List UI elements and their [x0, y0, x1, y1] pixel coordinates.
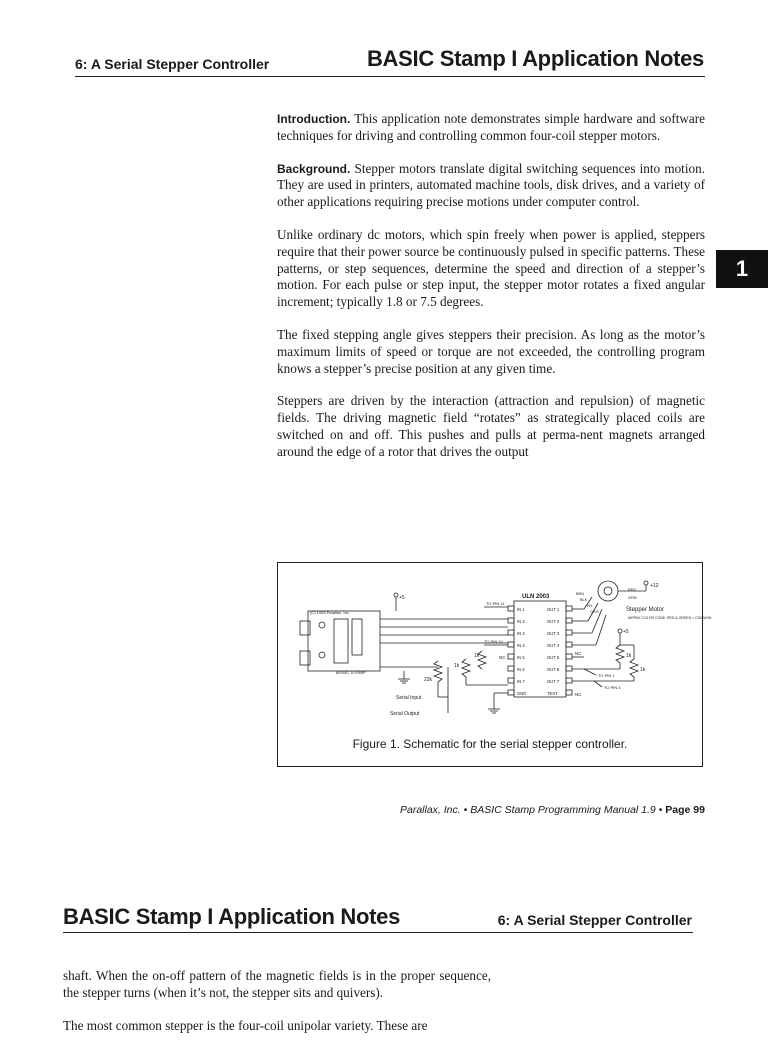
- serial-input-label: Serial Input: [396, 695, 422, 701]
- pin-label: IN 6: [517, 667, 525, 672]
- wire-color-label: BRN: [576, 592, 585, 596]
- wire: [594, 681, 602, 687]
- pin-label: IN 1: [517, 607, 525, 612]
- supply-terminal: [644, 581, 648, 585]
- stepper-rotor: [604, 587, 612, 595]
- chip-in-pins: [508, 606, 514, 695]
- wire-color-label: GRN: [628, 596, 637, 600]
- background-text: Stepper motors translate digital switching sequences into motion. They are used in printers, automated machine tools, disk drives, and a variety of other applications requiring precise motions under computer control.: [277, 160, 705, 210]
- pin-label: IN 7: [517, 679, 525, 684]
- stamp-component: [319, 622, 325, 628]
- stamp-connector: [300, 651, 310, 665]
- stamp-chip: [334, 619, 348, 663]
- stamp-label: BASIC STAMP: [336, 670, 366, 675]
- paragraph: Steppers are driven by the interaction (attraction and repulsion) of magnetic fields. The driving magnetic field “rotates” as strategically placed coils are switched on and off. This pushes and pulls at perma-nent magnets arranged around the edge of a rotor that drives the output: [277, 393, 705, 459]
- nc-label: NC: [575, 692, 582, 697]
- resistor-label: 1k: [454, 663, 460, 669]
- pin-label: IN 2: [517, 619, 525, 624]
- pin-label: OUT 6: [547, 667, 560, 672]
- to-pin4-label: TO PIN 4: [604, 685, 621, 690]
- pin-label: OUT 4: [547, 643, 560, 648]
- resistor-label: 1k: [474, 653, 480, 659]
- wire-color-label: ORG: [590, 610, 599, 614]
- pin-label: OUT 5: [547, 655, 560, 660]
- paragraph: The fixed stepping angle gives steppers their precision. As long as the motor’s maximum limits of speed or torque are not exceeded, the controlling program knows a stepper’s precise position at any given time.: [277, 326, 705, 376]
- background-lead: Background.: [277, 161, 351, 176]
- vplus12-label: +12: [650, 583, 659, 589]
- nc-label: NC: [575, 651, 582, 656]
- chapter-title: 6: A Serial Stepper Controller: [75, 56, 270, 72]
- supply-terminal: [394, 593, 398, 597]
- pin-label: TEST: [547, 691, 558, 696]
- intro-text: This application note demonstrates simple hardware and software techniques for driving and controlling common four-coil stepper motors.: [277, 111, 705, 143]
- stamp-board: [308, 611, 380, 671]
- body-text: [277, 111, 705, 477]
- intro-paragraph: [277, 111, 705, 145]
- pin-label: OUT 2: [547, 619, 560, 624]
- pin-label: GND: [517, 691, 527, 696]
- wire-color-label: BLK: [580, 598, 588, 602]
- chapter-title: 6: A Serial Stepper Controller: [497, 912, 692, 928]
- stamp-component: [319, 652, 325, 658]
- chapter-tab: 1: [716, 250, 768, 288]
- to-pin11-label: TO PIN 11: [486, 601, 505, 606]
- header-rule: [63, 932, 693, 933]
- figure-caption: Figure 1. Schematic for the serial stepper controller.: [352, 737, 628, 751]
- pin-label: OUT 7: [547, 679, 560, 684]
- resistor-1k: [630, 659, 638, 677]
- wire: [584, 669, 596, 675]
- intro-lead: Introduction.: [277, 112, 351, 126]
- schematic-diagram: [278, 563, 712, 766]
- vplus5-label: +5: [623, 629, 629, 635]
- resistor-1k: [616, 645, 624, 663]
- supply-terminal: [618, 629, 622, 633]
- paragraph: shaft. When the on-off pattern of the magnetic fields is in the proper sequence, the stepper turns (when it’s not, the stepper sits and quivers).: [63, 968, 491, 1000]
- pin-label: OUT 1: [547, 607, 560, 612]
- book-section-title: BASIC Stamp I Application Notes: [63, 904, 401, 929]
- resistor-22k: [434, 661, 442, 682]
- resistor-label: 1k: [626, 653, 632, 659]
- schematic-figure: [277, 562, 712, 767]
- resistor-label: 1k: [640, 667, 646, 673]
- nc-label: NC: [499, 655, 506, 660]
- stamp-chip: [352, 619, 362, 655]
- chip-out-pins: [566, 606, 572, 695]
- vplus5-label: +5: [399, 595, 405, 601]
- wire-color-label: RED: [628, 588, 637, 592]
- background-paragraph: [277, 161, 705, 211]
- stepper-motor-icon: [598, 581, 618, 601]
- serial-output-label: Serial Output: [390, 711, 420, 717]
- book-section-title: BASIC Stamp I Application Notes: [366, 46, 704, 71]
- stamp-connector: [300, 621, 310, 635]
- wire-color-label: YEL: [586, 604, 594, 608]
- to-pin1-label: TO PIN 1: [598, 673, 615, 678]
- footer-publisher: Parallax, Inc. • BASIC Stamp Programming Manual 1.9 •: [399, 804, 663, 816]
- body-text: [63, 968, 491, 1050]
- copyright-text: (C) 1993 Parallax, Inc.: [310, 610, 350, 615]
- pin-label: IN 3: [517, 631, 525, 636]
- paragraph: Unlike ordinary dc motors, which spin freely when power is applied, steppers require that their power source be continuously pulsed in specific patterns. These patterns, or step sequences, determine the speed and direction of a stepper’s motion. For each pulse or step input, the stepper motor rotates a fixed angular increment; typically 1.8 or 7.5 degrees.: [277, 226, 705, 310]
- motor-label: Stepper Motor: [626, 607, 665, 613]
- to-pin10-label: TO PIN 10: [484, 639, 503, 644]
- resistor-1k: [462, 659, 470, 677]
- page-footer: [400, 804, 705, 816]
- pin-label: OUT 3: [547, 631, 560, 636]
- pin-label: IN 5: [517, 655, 525, 660]
- paragraph: The most common stepper is the four-coil unipolar variety. These are: [63, 1017, 428, 1033]
- pin-label: IN 4: [517, 643, 525, 648]
- chip-label: ULN 2003: [522, 594, 550, 600]
- header-rule: [75, 76, 705, 77]
- footer-page-number: Page 99: [662, 804, 705, 816]
- motor-note: AIRPAX COLOR CODE: RED & GREEN = COMMON: [628, 616, 712, 620]
- resistor-label: 22k: [424, 677, 433, 683]
